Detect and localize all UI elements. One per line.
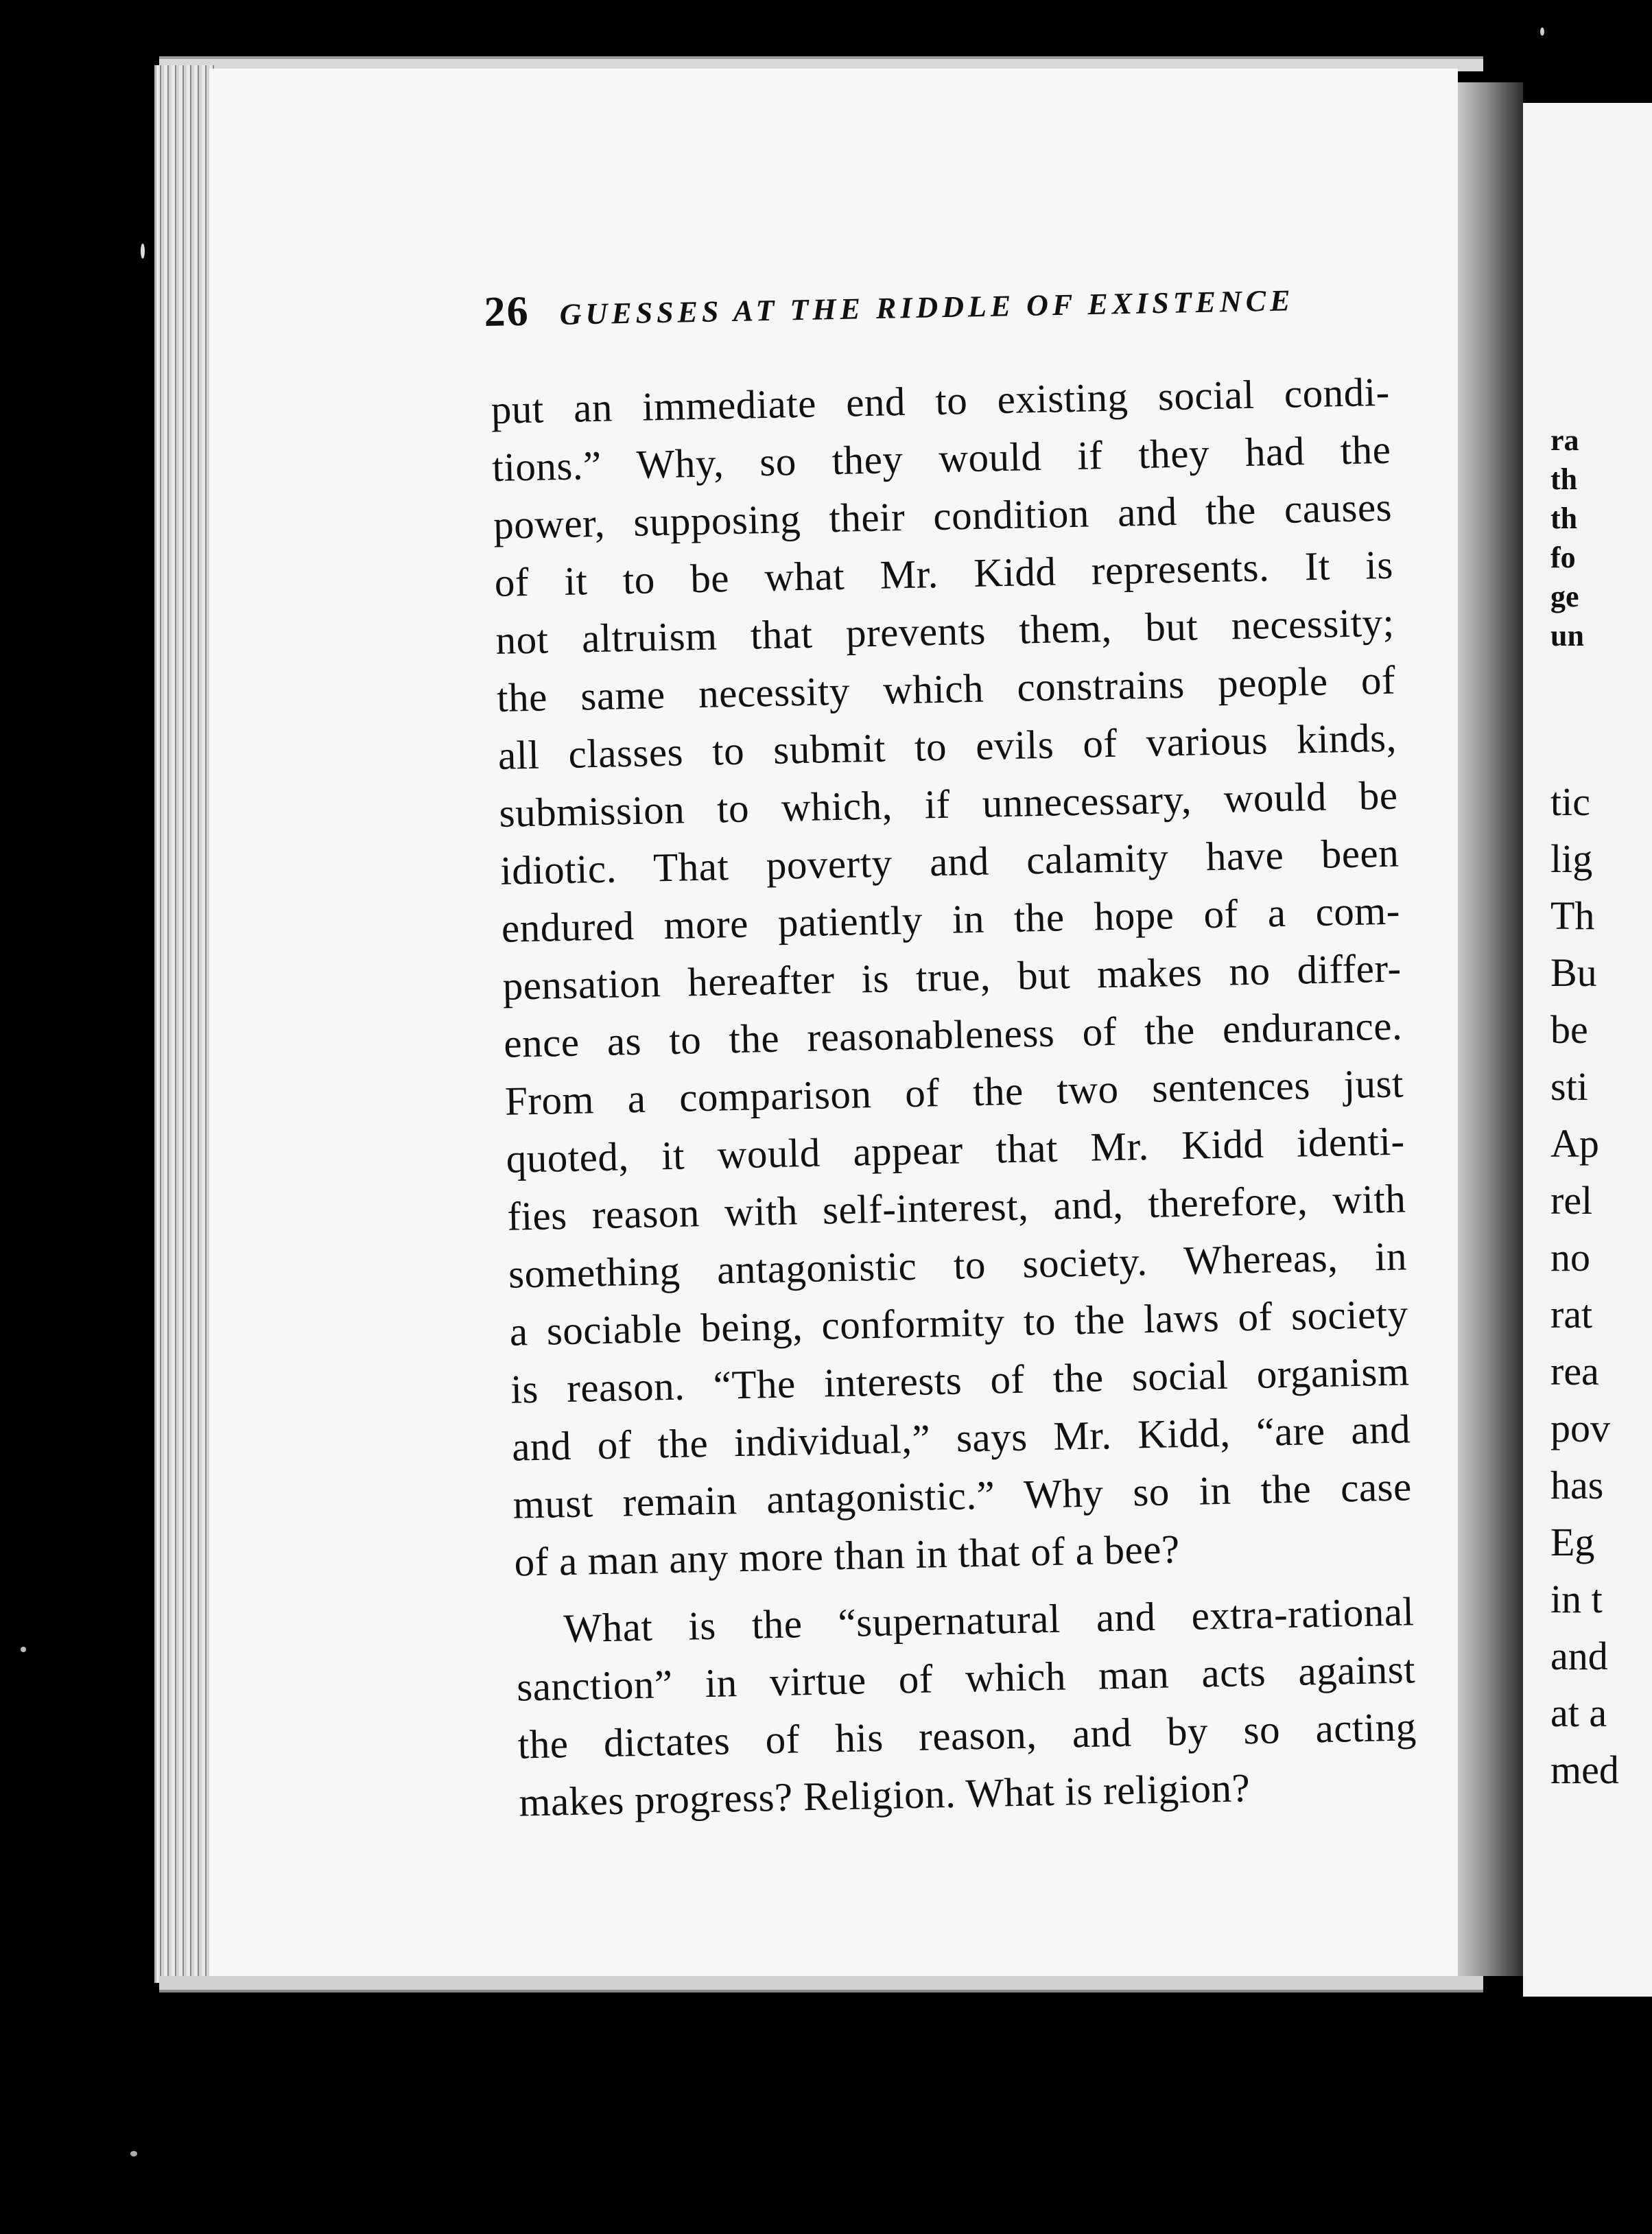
facing-line-fragment: Th: [1550, 893, 1595, 938]
right-facing-page: [1523, 103, 1652, 1997]
facing-line-fragment: fo: [1550, 541, 1576, 574]
facing-line-fragment: rat: [1550, 1292, 1593, 1337]
facing-line-fragment: Ap: [1550, 1121, 1599, 1166]
facing-line-fragment: no: [1550, 1235, 1590, 1280]
facing-line-fragment: and: [1550, 1634, 1608, 1678]
text-line: put an immediate end to existing social condi-: [491, 368, 1391, 432]
text-line: pensation hereafter is true, but makes no differ-: [502, 945, 1402, 1009]
facing-line-fragment: th: [1550, 502, 1578, 535]
facing-line-fragment: med: [1550, 1748, 1619, 1792]
scan-speck: [1540, 27, 1544, 36]
body-text: [491, 363, 1418, 1831]
text-line: makes progress? Religion. What is religion?: [518, 1765, 1251, 1825]
text-line: of a man any more than in that of a bee?: [513, 1526, 1181, 1585]
facing-line-fragment: Eg: [1550, 1520, 1595, 1564]
text-line: is reason. “The interests of the social organism: [510, 1348, 1410, 1412]
facing-line-fragment: Bu: [1550, 950, 1597, 995]
facing-line-fragment: has: [1550, 1463, 1604, 1507]
facing-line-fragment: at a: [1550, 1691, 1607, 1735]
facing-line-fragment: ra: [1550, 423, 1579, 457]
text-line: something antagonistic to society. Whereas, in: [508, 1233, 1408, 1297]
text-line: tions.” Why, so they would if they had the: [491, 426, 1391, 490]
book-gutter-shadow: [1458, 82, 1523, 1976]
scan-speck: [141, 244, 145, 259]
text-line: endured more patiently in the hope of a com-: [501, 887, 1401, 951]
text-line: not altruism that prevents them, but necessity;: [495, 599, 1395, 663]
page-stack-left-edge: [154, 65, 215, 1983]
text-line: quoted, it would appear that Mr. Kidd identi-: [506, 1118, 1406, 1181]
text-line: ence as to the reasonableness of the endurance.: [503, 1002, 1403, 1066]
running-title: GUESSES AT THE RIDDLE OF EXISTENCE: [559, 283, 1295, 331]
text-line: and of the individual,” says Mr. Kidd, “are and: [511, 1406, 1411, 1470]
page-number: 26: [484, 287, 530, 336]
scan-speck: [21, 1647, 26, 1652]
facing-line-fragment: rea: [1550, 1349, 1599, 1394]
text-line: of it to be what Mr. Kidd represents. It is: [494, 541, 1394, 605]
text-line: fies reason with self-interest, and, therefore, with: [506, 1175, 1406, 1239]
text-line: sanction” in virtue of which man acts against: [516, 1646, 1416, 1710]
facing-line-fragment: sti: [1550, 1064, 1588, 1109]
text-line: the dictates of his reason, and by so acting: [517, 1704, 1417, 1767]
facing-line-fragment: pov: [1550, 1406, 1610, 1450]
text-line: power, supposing their condition and the causes: [493, 484, 1393, 548]
text-line: idiotic. That poverty and calamity have been: [499, 830, 1400, 893]
text-line: From a comparison of the two sentences just: [504, 1060, 1404, 1124]
facing-line-fragment: th: [1550, 462, 1578, 496]
facing-line-fragment: lig: [1550, 836, 1593, 881]
text-line: the same necessity which constrains people of: [496, 657, 1396, 720]
text-line: a sociable being, conformity to the laws of society: [509, 1291, 1409, 1354]
facing-line-fragment: be: [1550, 1007, 1588, 1052]
text-line: must remain antagonistic.” Why so in the case: [512, 1463, 1413, 1527]
text-line: submission to which, if unnecessary, would be: [498, 772, 1399, 836]
facing-line-fragment: rel: [1550, 1178, 1593, 1223]
facing-line-fragment: in t: [1550, 1577, 1603, 1621]
scan-speck: [130, 2151, 137, 2156]
page-stack-bottom-edge: [159, 1976, 1483, 1992]
text-line: What is the “supernatural and extra-rational: [563, 1588, 1415, 1651]
text-line: all classes to submit to evils of various kinds,: [497, 714, 1397, 778]
facing-line-fragment: ge: [1550, 580, 1579, 613]
facing-line-fragment: un: [1550, 619, 1584, 652]
facing-line-fragment: tic: [1550, 779, 1590, 824]
